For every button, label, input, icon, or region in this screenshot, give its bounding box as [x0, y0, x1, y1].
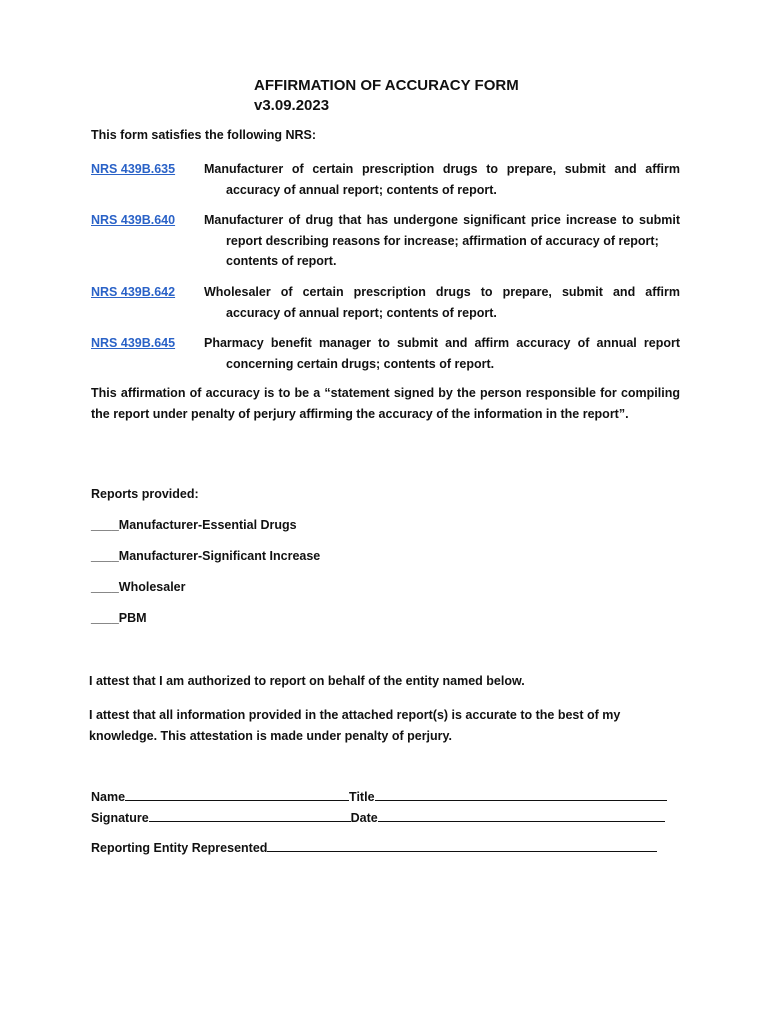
name-field[interactable]	[125, 789, 349, 801]
nrs-desc-first: Pharmacy benefit manager to submit and affirm accuracy of annual report	[204, 336, 680, 350]
form-title	[254, 76, 519, 116]
report-option-essential-drugs[interactable]: ____Manufacturer-Essential Drugs	[91, 518, 297, 532]
nrs-desc-first: Manufacturer of drug that has undergone significant price increase to submit	[204, 213, 680, 227]
report-option-wholesaler[interactable]: ____Wholesaler	[91, 580, 186, 594]
date-field[interactable]	[378, 810, 665, 822]
entity-label: Reporting Entity Represented	[91, 841, 268, 855]
nrs-desc-rest: accuracy of annual report; contents of report.	[226, 305, 497, 320]
nrs-desc-first: Manufacturer of certain prescription drugs to prepare, submit and affirm	[204, 162, 680, 176]
nrs-link-642[interactable]: NRS 439B.642	[91, 285, 176, 299]
intro-text: This form satisfies the following NRS:	[91, 128, 317, 142]
title-field[interactable]	[375, 789, 667, 801]
title-label: Title	[349, 790, 375, 804]
nrs-desc-rest: accuracy of annual report; contents of report.	[226, 182, 497, 197]
nrs-desc-rest: report describing reasons for increase; affirmation of accuracy of report; contents of report.	[226, 233, 659, 268]
title-line-1: AFFIRMATION OF ACCURACY FORM	[254, 77, 519, 94]
nrs-row	[91, 159, 680, 200]
nrs-row	[91, 333, 680, 374]
attest-accurate: I attest that all information provided in the attached report(s) is accurate to the best of my knowledge. This attestation is made under penalty of perjury.	[89, 708, 621, 743]
nrs-row	[91, 210, 680, 272]
nrs-description	[204, 159, 680, 200]
nrs-desc-rest: concerning certain drugs; contents of report.	[226, 356, 495, 371]
nrs-desc-first: Wholesaler of certain prescription drugs to prepare, submit and affirm	[204, 285, 680, 299]
nrs-row	[91, 282, 680, 323]
nrs-description	[204, 333, 680, 374]
nrs-link-645[interactable]: NRS 439B.645	[91, 336, 176, 350]
reports-provided-label: Reports provided:	[91, 487, 199, 501]
entity-row	[91, 840, 657, 855]
report-option-pbm[interactable]: ____PBM	[91, 611, 147, 625]
name-label: Name	[91, 790, 126, 804]
name-title-row	[91, 789, 667, 804]
date-label: Date	[350, 811, 378, 825]
entity-field[interactable]	[267, 840, 657, 852]
affirmation-statement: This affirmation of accuracy is to be a “statement signed by the person responsible for compiling the report under penalty of perjury affirming the accuracy of the information in the report”.	[91, 386, 680, 421]
report-option-significant-increase[interactable]: ____Manufacturer-Significant Increase	[91, 549, 321, 563]
nrs-link-635[interactable]: NRS 439B.635	[91, 162, 176, 176]
signature-label: Signature	[91, 811, 149, 825]
title-version: v3.09.2023	[254, 97, 330, 114]
nrs-description	[204, 282, 680, 323]
signature-date-row	[91, 810, 665, 825]
nrs-link-640[interactable]: NRS 439B.640	[91, 213, 176, 227]
attest-authorized: I attest that I am authorized to report on behalf of the entity named below.	[89, 674, 525, 688]
signature-field[interactable]	[149, 810, 351, 822]
nrs-description	[204, 210, 680, 272]
